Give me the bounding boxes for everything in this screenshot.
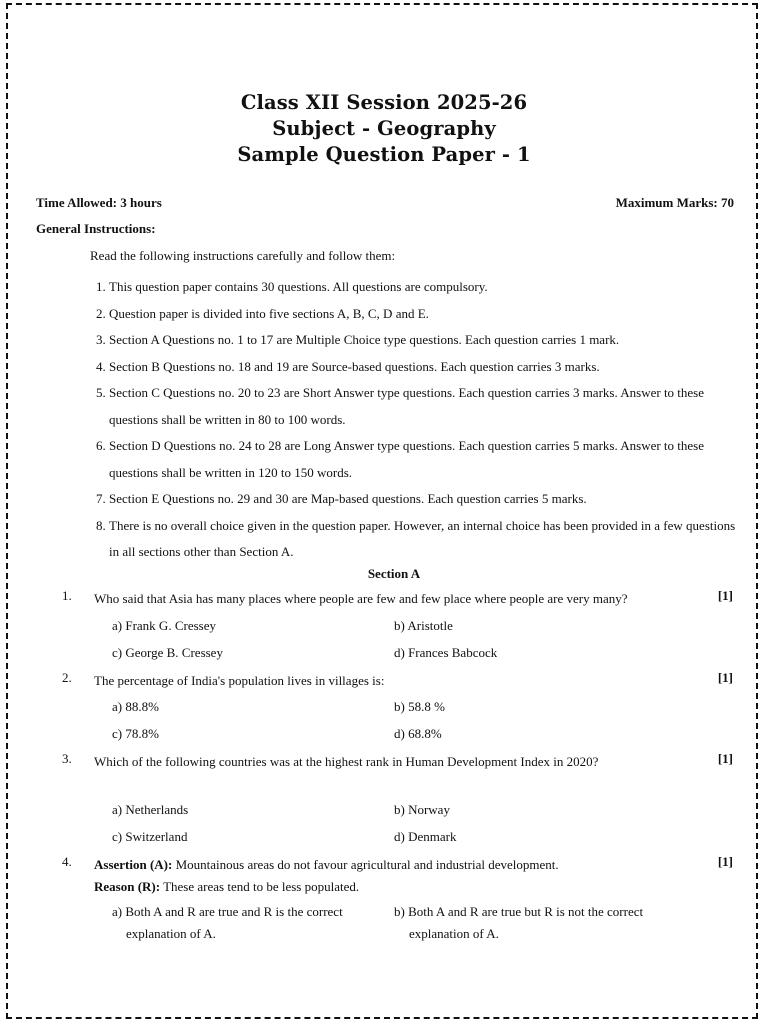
instruction-item xyxy=(96,327,736,354)
option-d: d) Frances Babcock xyxy=(394,645,498,660)
paper-title: Sample Question Paper - 1 xyxy=(237,143,531,166)
section-heading: Section A xyxy=(367,566,421,581)
instruction-text: Section D Questions no. 24 to 28 are Long Answer type questions. Each question carries 5 marks. Answer to these questions shall be written in 120 to 150 words. xyxy=(109,438,704,480)
option-b: b) 58.8 % xyxy=(394,699,445,714)
instruction-text: There is no overall choice given in the question paper. However, an internal choice has been provided in a few questions in all sections other than Section A. xyxy=(109,517,736,559)
question-marks: [1] xyxy=(717,751,733,766)
instruction-item xyxy=(96,274,736,301)
question-marks: [1] xyxy=(717,854,733,869)
general-instructions-title: General Instructions: xyxy=(36,221,156,236)
option-d: d) Denmark xyxy=(394,829,457,844)
option-c: c) Switzerland xyxy=(112,829,188,844)
paper-subject: Subject - Geography xyxy=(272,117,496,140)
question-number: 2. xyxy=(62,670,72,685)
instruction-number: 6. xyxy=(96,438,106,453)
assertion-text: Mountainous areas do not favour agricultural and industrial development. xyxy=(175,857,559,872)
instruction-item xyxy=(96,486,736,513)
instruction-number: 8. xyxy=(96,517,106,533)
instruction-item xyxy=(96,513,736,566)
instruction-number: 4. xyxy=(96,358,106,374)
question-marks: [1] xyxy=(717,670,733,685)
question-text: Who said that Asia has many places where people are few and few place where people are very many? xyxy=(94,591,628,606)
instruction-text: Section A Questions no. 1 to 17 are Multiple Choice type questions. Each question carries 1 mark. xyxy=(109,332,620,347)
instruction-item xyxy=(96,354,736,381)
instruction-number: 3. xyxy=(96,332,106,347)
assertion-label: Assertion (A): xyxy=(94,857,173,872)
option-c: c) 78.8% xyxy=(112,726,159,741)
instruction-number: 1. xyxy=(96,279,106,294)
instruction-text: This question paper contains 30 questions. All questions are compulsory. xyxy=(109,279,488,294)
option-d: d) 68.8% xyxy=(394,726,442,741)
question-text: Which of the following countries was at the highest rank in Human Development Index in 2020? xyxy=(94,754,599,769)
instruction-text: Section C Questions no. 20 to 23 are Short Answer type questions. Each question carries 3 marks. Answer to these questions shall be written in 80 to 100 words. xyxy=(109,385,705,427)
option-c: c) George B. Cressey xyxy=(112,645,223,660)
question-marks: [1] xyxy=(717,588,733,603)
instruction-text: Question paper is divided into five sections A, B, C, D and E. xyxy=(109,305,429,321)
instruction-text: Section B Questions no. 18 and 19 are Source-based questions. Each question carries 3 marks. xyxy=(109,358,600,374)
instruction-item xyxy=(96,301,736,328)
paper-class-session: Class XII Session 2025-26 xyxy=(240,91,528,114)
instruction-list xyxy=(96,274,736,566)
instruction-item xyxy=(96,380,736,433)
reason-text: These areas tend to be less populated. xyxy=(163,879,360,894)
option-a: a) Netherlands xyxy=(112,802,189,817)
question-text xyxy=(94,854,694,898)
instruction-number: 7. xyxy=(96,491,106,506)
instruction-number: 2. xyxy=(96,305,106,321)
question-number: 1. xyxy=(62,588,72,603)
option-b: b) Aristotle xyxy=(394,618,453,633)
reason-label: Reason (R): xyxy=(94,879,161,894)
time-allowed: Time Allowed: 3 hours xyxy=(36,195,162,210)
instruction-text: Section E Questions no. 29 and 30 are Map-based questions. Each question carries 5 marks. xyxy=(109,491,587,506)
general-instructions-intro: Read the following instructions carefully and follow them: xyxy=(90,248,396,263)
question-number: 4. xyxy=(62,854,72,869)
option-b: b) Norway xyxy=(394,802,450,817)
instruction-item xyxy=(96,433,736,486)
instruction-number: 5. xyxy=(96,385,106,400)
maximum-marks: Maximum Marks: 70 xyxy=(615,195,734,210)
option-a: a) Both A and R are true and R is the correct explanation of A. xyxy=(112,904,343,941)
option-b: b) Both A and R are true but R is not the correct explanation of A. xyxy=(394,904,644,941)
option-a: a) Frank G. Cressey xyxy=(112,618,216,633)
question-text: The percentage of India's population lives in villages is: xyxy=(94,673,385,688)
option-a: a) 88.8% xyxy=(112,699,159,714)
question-number: 3. xyxy=(62,751,72,766)
